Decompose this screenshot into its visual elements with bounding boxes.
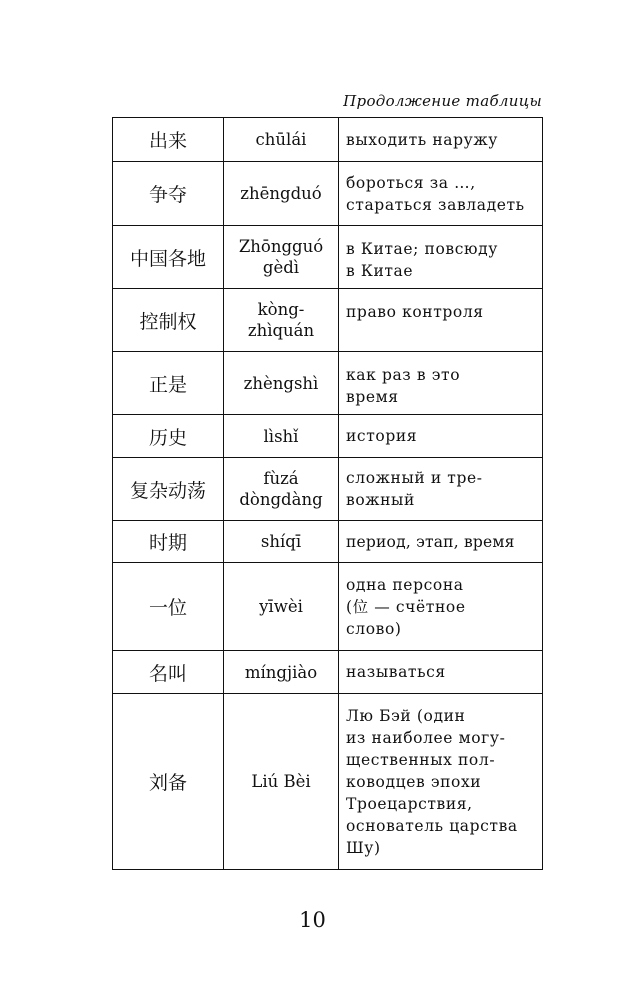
meaning-cell: период, этап, время (339, 521, 543, 563)
vocabulary-table (112, 117, 543, 870)
meaning-cell: одна персона (位 — счётное слово) (339, 563, 543, 651)
page-number: 10 (299, 908, 326, 932)
meaning-cell: история (339, 415, 543, 458)
meaning-cell: сложный и тре- вожный (339, 458, 543, 521)
pinyin-cell: fùzá dòngdàng (224, 458, 339, 521)
hanzi-cell: 中国各地 (113, 226, 224, 289)
table-row (113, 458, 543, 521)
table-row (113, 563, 543, 651)
hanzi-cell: 复杂动荡 (113, 458, 224, 521)
table-row (113, 118, 543, 162)
table-row (113, 521, 543, 563)
table-row (113, 651, 543, 694)
table-row (113, 289, 543, 352)
pinyin-cell: shíqī (224, 521, 339, 563)
hanzi-cell: 出来 (113, 118, 224, 162)
meaning-cell: как раз в это время (339, 352, 543, 415)
table-row (113, 352, 543, 415)
meaning-cell: в Китае; повсюду в Китае (339, 226, 543, 289)
hanzi-cell: 时期 (113, 521, 224, 563)
pinyin-cell: kòng- zhìquán (224, 289, 339, 352)
pinyin-cell: chūlái (224, 118, 339, 162)
hanzi-cell: 刘备 (113, 694, 224, 870)
hanzi-cell: 历史 (113, 415, 224, 458)
meaning-cell: называться (339, 651, 543, 694)
table-row (113, 162, 543, 226)
meaning-cell: Лю Бэй (один из наиболее могу- щественных пол- ководцев эпохи Троецарствия, основатель царства Шу) (339, 694, 543, 870)
pinyin-cell: míngjiào (224, 651, 339, 694)
hanzi-cell: 名叫 (113, 651, 224, 694)
hanzi-cell: 控制权 (113, 289, 224, 352)
meaning-cell: право контроля (339, 289, 543, 352)
pinyin-cell: Zhōngguó gèdì (224, 226, 339, 289)
pinyin-cell: Liú Bèi (224, 694, 339, 870)
table-row (113, 415, 543, 458)
hanzi-cell: 争夺 (113, 162, 224, 226)
table-row (113, 226, 543, 289)
hanzi-cell: 正是 (113, 352, 224, 415)
pinyin-cell: yīwèi (224, 563, 339, 651)
table-continuation-caption: Продолжение таблицы (343, 92, 542, 110)
pinyin-cell: lìshǐ (224, 415, 339, 458)
hanzi-cell: 一位 (113, 563, 224, 651)
meaning-cell: бороться за …, стараться завладеть (339, 162, 543, 226)
meaning-cell: выходить наружу (339, 118, 543, 162)
table-row (113, 694, 543, 870)
pinyin-cell: zhēngduó (224, 162, 339, 226)
pinyin-cell: zhèngshì (224, 352, 339, 415)
